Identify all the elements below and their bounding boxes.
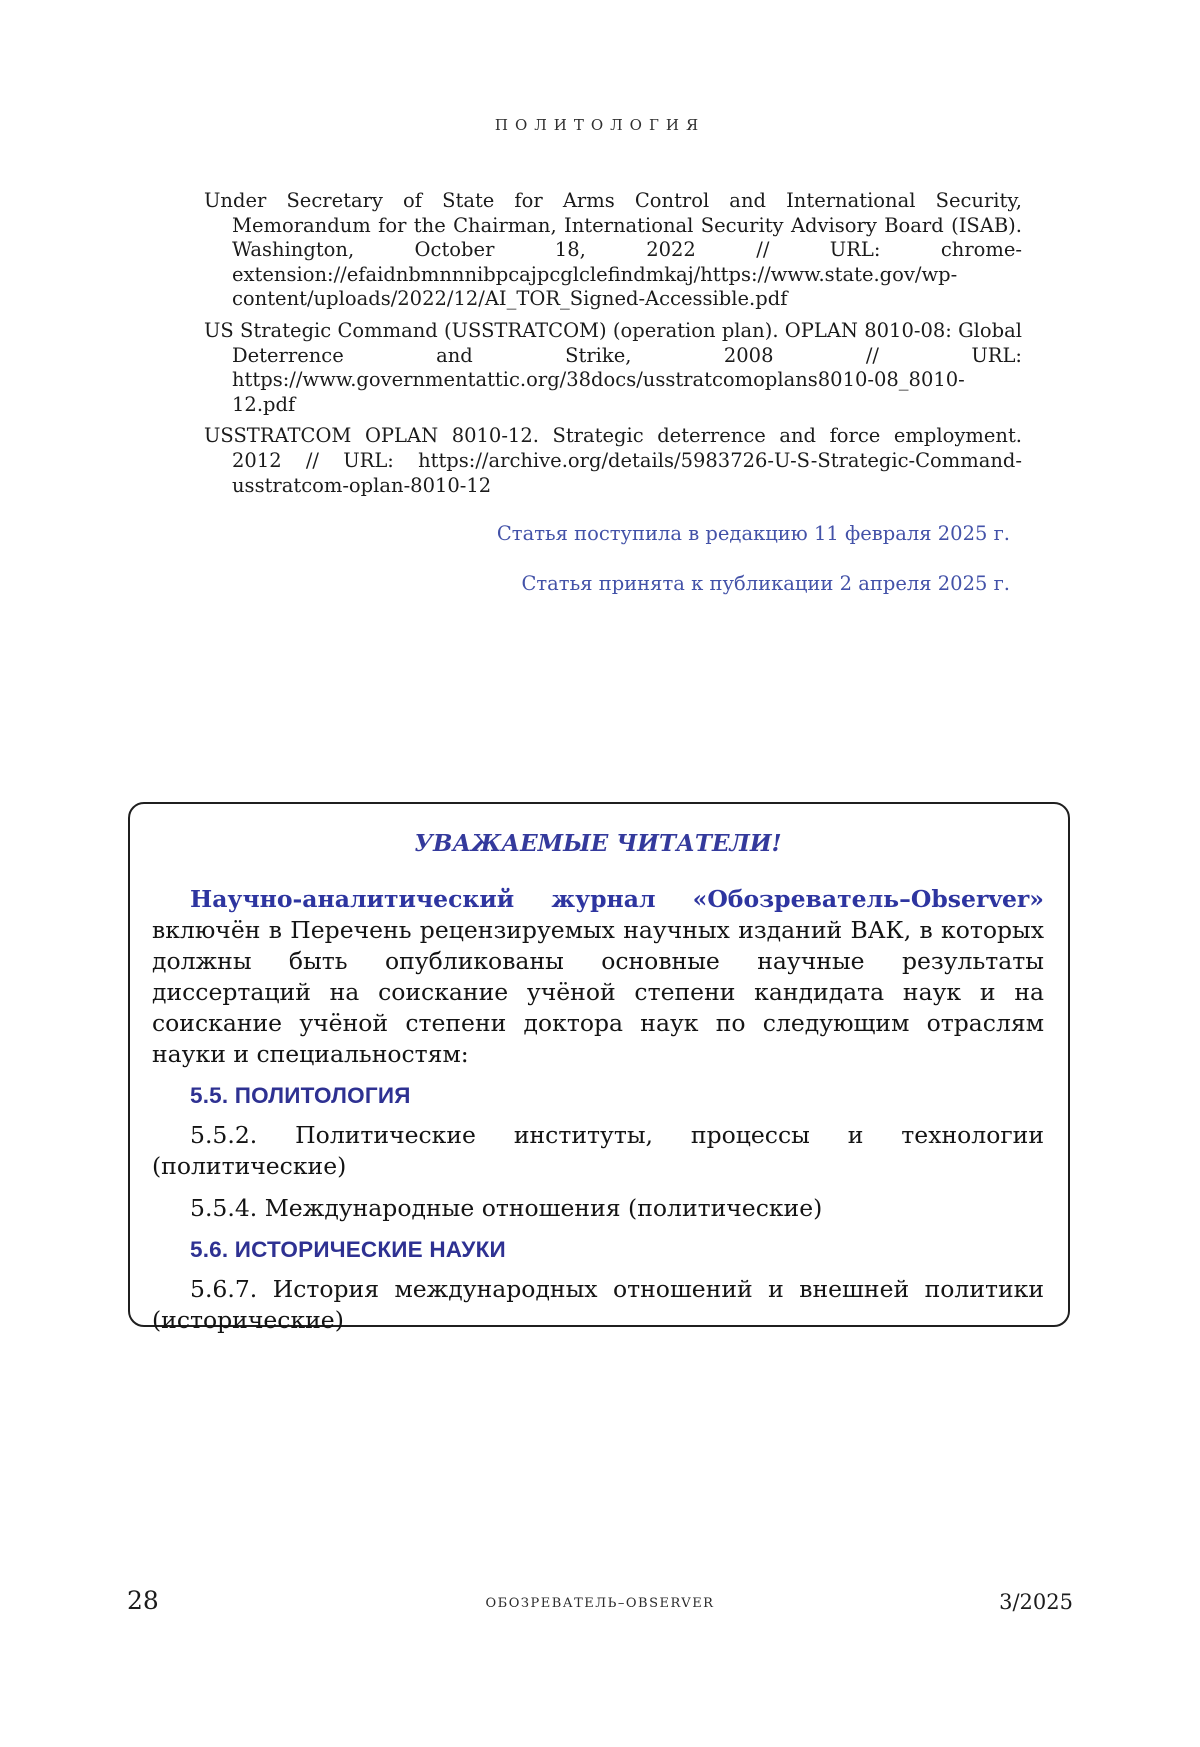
notice-intro-text: включён в Перечень рецензируемых научных изданий ВАК, в которых должны быть опубликованы основные научные результаты диссертаций на соискание учёной степени кандидата наук и на соискание учёной степени доктора наук по следующим отраслям науки и специальностям: xyxy=(152,916,1044,1068)
article-received-line: Статья поступила в редакцию 11 февраля 2025 г. xyxy=(496,522,1010,545)
notice-paragraph xyxy=(152,884,1044,1070)
specialty-section-head: 5.6. ИСТОРИЧЕСКИЕ НАУКИ xyxy=(190,1237,506,1262)
rubric-header: ПОЛИТОЛОГИЯ xyxy=(494,116,706,134)
issue-number: 3/2025 xyxy=(999,1590,1073,1614)
specialty-item: 5.6.7. История международных отношений и внешней политики (исторические) xyxy=(152,1275,1044,1334)
article-dates xyxy=(204,522,1010,595)
specialty-section-head: 5.5. ПОЛИТОЛОГИЯ xyxy=(190,1083,411,1108)
reference-entry: US Strategic Command (USSTRATCOM) (operation plan). OPLAN 8010-08: Global Deterrence and Strike, 2008 // URL: https://www.governmentattic.org/38docs/usstratcomoplans8010-08_8010-12.pdf xyxy=(204,318,1022,416)
notice-title: УВАЖАЕМЫЕ ЧИТАТЕЛИ! xyxy=(414,830,782,857)
readers-notice-box xyxy=(128,802,1070,1334)
article-accepted-line: Статья принята к публикации 2 апреля 2025 г. xyxy=(521,572,1010,595)
reference-entry: USSTRATCOM OPLAN 8010-12. Strategic deterrence and force employment. 2012 // URL: https://archive.org/details/5983726-U-S-Strategic-Command-usstratcom-oplan-8010-12 xyxy=(204,424,1022,497)
reference-entry: Under Secretary of State for Arms Control and International Security, Memorandum for the Chairman, International Security Advisory Board (ISAB). Washington, October 18, 2022 // URL: chrome-extension://efaidnbmnnnibpcajpcglclefindmkaj/https://www.state.gov/wp-content/uploads/2022/12/AI_TOR_Signed-Accessible.pdf xyxy=(204,189,1022,311)
references-list xyxy=(204,189,1022,505)
specialty-item: 5.5.2. Политические институты, процессы и технологии (политические) xyxy=(152,1121,1044,1180)
page-number: 28 xyxy=(127,1586,159,1615)
journal-name: Научно-аналитический журнал «Обозреватель–Observer» xyxy=(190,885,1044,913)
running-title: ОБОЗРЕВАТЕЛЬ–OBSERVER xyxy=(485,1596,715,1611)
specialty-item: 5.5.4. Международные отношения (политические) xyxy=(190,1194,823,1222)
